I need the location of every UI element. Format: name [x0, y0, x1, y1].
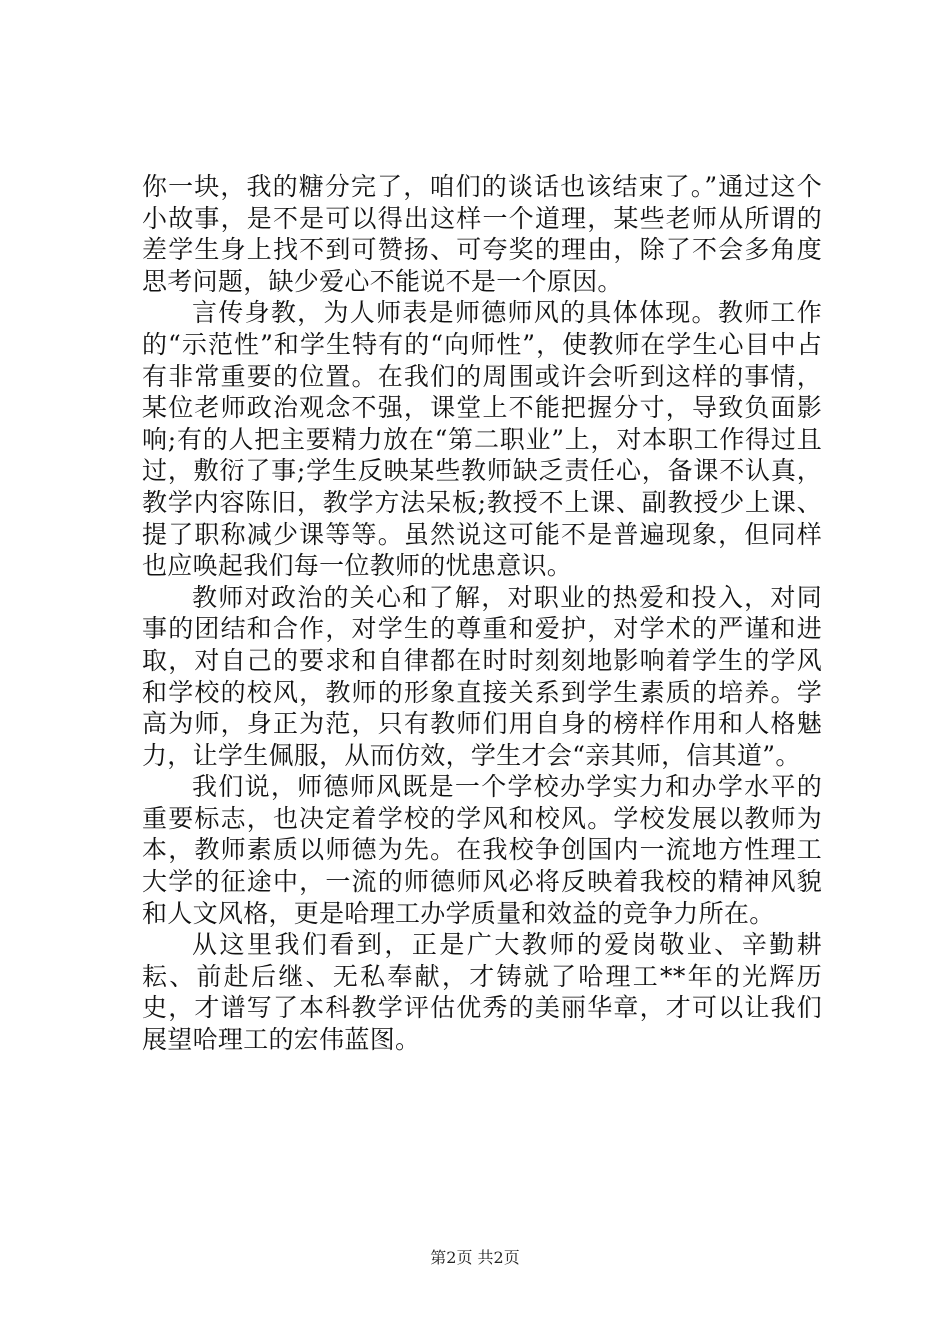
paragraph-teacher-influence: 教师对政治的关心和了解，对职业的热爱和投入，对同事的团结和合作，对学生的尊重和爱护，对学术的严谨和进取，对自己的要求和自律都在时时刻刻地影响着学生的学风和学校的校风，教师的形象直接关系到学生素质的培养。学高为师，身正为范，只有教师们用自身的榜样作用和人格魅力，让学生佩服，从而仿效，学生才会“亲其师，信其道”。 — [142, 582, 822, 770]
paragraph-school-ethics: 我们说，师德师风既是一个学校办学实力和办学水平的重要标志，也决定着学校的学风和校风。学校发展以教师为本，教师素质以师德为先。在我校争创国内一流地方性理工大学的征途中，一流的师德师风必将反映着我校的精神风貌和人文风格，更是哈理工办学质量和效益的竞争力所在。 — [142, 772, 822, 928]
paragraph-conclusion: 从这里我们看到，正是广大教师的爱岗敬业、辛勤耕耘、前赴后继、无私奉献，才铸就了哈理工**年的光辉历史，才谱写了本科教学评估优秀的美丽华章，才可以让我们展望哈理工的宏伟蓝图。 — [142, 930, 822, 1055]
document-body — [142, 171, 822, 1056]
paragraph-continuation: 你一块，我的糖分完了，咱们的谈话也该结束了。”通过这个小故事，是不是可以得出这样一个道理，某些老师从所谓的差学生身上找不到可赞扬、可夸奖的理由，除了不会多角度思考问题，缺少爱心不能说不是一个原因。 — [142, 172, 822, 296]
page-footer: 第2页 共2页 — [430, 1248, 520, 1267]
paragraph-role-model: 言传身教，为人师表是师德师风的具体体现。教师工作的“示范性”和学生特有的“向师性”，使教师在学生心目中占有非常重要的位置。在我们的周围或许会听到这样的事情，某位老师政治观念不强，课堂上不能把握分寸，导致负面影响;有的人把主要精力放在“第二职业”上，对本职工作得过且过，敷衍了事;学生反映某些教师缺乏责任心，备课不认真，教学内容陈旧，教学方法呆板;教授不上课、副教授少上课、提了职称减少课等等。虽然说这可能不是普遍现象，但同样也应唤起我们每一位教师的忧患意识。 — [142, 298, 822, 581]
